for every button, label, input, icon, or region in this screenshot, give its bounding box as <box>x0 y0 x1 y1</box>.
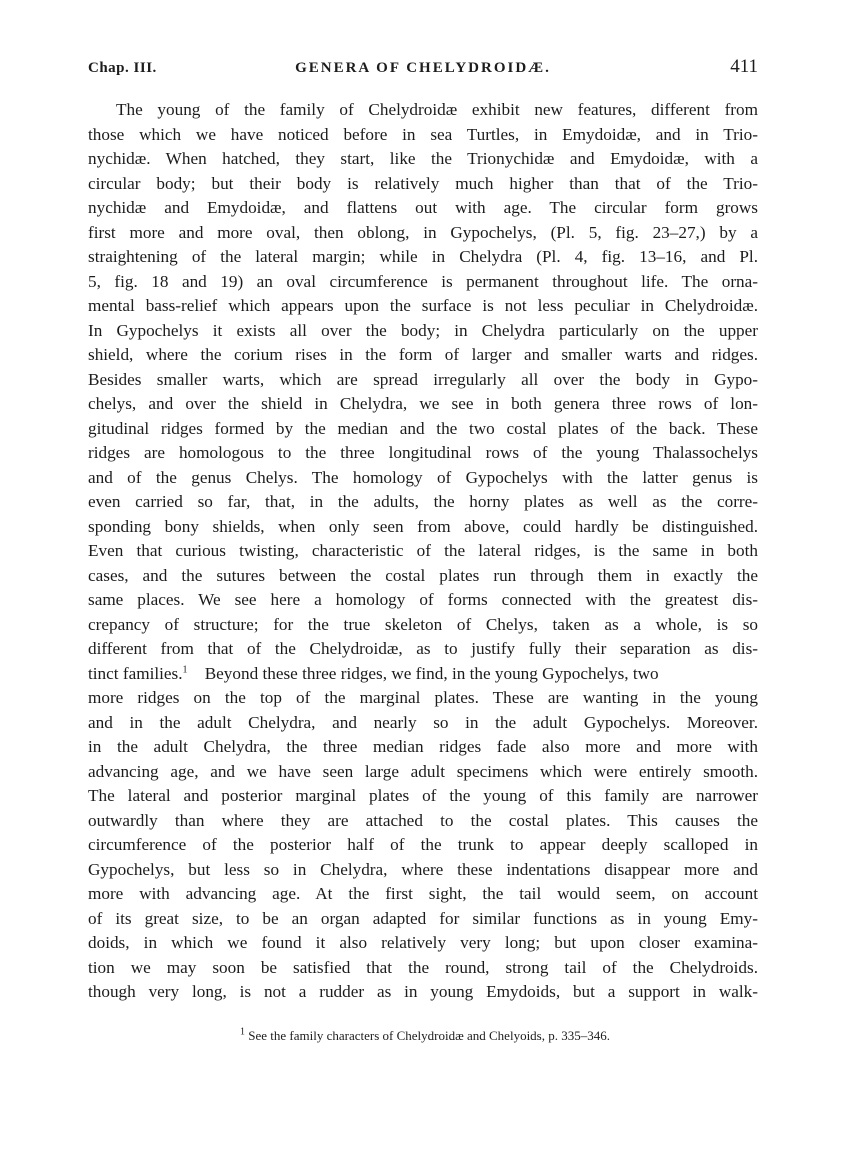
text-line: Besides smaller warts, which are spread irregularly all over the body in Gypo- <box>88 369 758 389</box>
text-line: Gypochelys, but less so in Chelydra, where these indentations disappear more and <box>88 859 758 879</box>
text-line: of its great size, to be an organ adapted for similar functions as in young Emy- <box>88 908 758 928</box>
text-line: circumference of the posterior half of the trunk to appear deeply scalloped in <box>88 835 758 854</box>
text-line: more with advancing age. At the first sight, the tail would seem, on account <box>88 884 758 903</box>
text-line: even carried so far, that, in the adults, the horny plates as well as the corre- <box>88 492 758 511</box>
text-line: and in the adult Chelydra, and nearly so in the adult Gypochelys. Moreover. <box>88 712 758 732</box>
text-line: advancing age, and we have seen large adult specimens which were entirely smooth. <box>88 761 758 781</box>
text-line: gitudinal ridges formed by the median and the two costal plates of the back. These <box>88 418 758 438</box>
text-line: The lateral and posterior marginal plates of the young of this family are narrower <box>88 786 758 805</box>
text-line: those which we have noticed before in sea Turtles, in Emydoidæ, and in Trio- <box>88 124 758 144</box>
footnote-reference: 1 <box>182 663 188 675</box>
text-line: mental bass-relief which appears upon the surface is not less peculiar in Chelydroidæ. <box>88 296 758 315</box>
text-line-with-footnote <box>88 662 758 687</box>
body-paragraph <box>88 98 758 1005</box>
running-title: GENERA OF CHELYDROIDÆ. <box>295 60 551 76</box>
text-line: outwardly than where they are attached to the costal plates. This causes the <box>88 810 758 830</box>
text-line: nychidæ. When hatched, they start, like the Trionychidæ and Emydoidæ, with a <box>88 149 758 168</box>
page-number: 411 <box>730 56 758 77</box>
text-line: nychidæ and Emydoidæ, and flattens out with age. The circular form grows <box>88 198 758 217</box>
text-line: doids, in which we found it also relatively very long; but upon closer examina- <box>88 933 758 952</box>
text-line: chelys, and over the shield in Chelydra, we see in both genera three rows of lon- <box>88 394 758 413</box>
text-line: different from that of the Chelydroidæ, as to justify fully their separation as dis- <box>88 639 758 658</box>
text-line: first more and more oval, then oblong, in Gypochelys, (Pl. 5, fig. 23–27,) by a <box>88 222 758 242</box>
text-line: ridges are homologous to the three longitudinal rows of the young Thalassochelys <box>88 443 758 462</box>
text-line: straightening of the lateral margin; while in Chelydra (Pl. 4, fig. 13–16, and Pl. <box>88 247 758 266</box>
text-segment: tinct families. <box>88 663 183 683</box>
text-line: sponding bony shields, when only seen from above, could hardly be distinguished. <box>88 516 758 536</box>
text-line: crepancy of structure; for the true skeleton of Chelys, taken as a whole, is so <box>88 614 758 634</box>
text-line: 5, fig. 18 and 19) an oval circumference is permanent throughout life. The orna- <box>88 271 758 291</box>
text-segment <box>188 664 205 683</box>
text-line: tion we may soon be satisfied that the round, strong tail of the Chelydroids. <box>88 957 758 977</box>
footnote-text: See the family characters of Chelydroidæ and Chelyoids, p. 335–346. <box>248 1028 610 1043</box>
text-line: in the adult Chelydra, the three median ridges fade also more and more with <box>88 737 758 756</box>
text-line: though very long, is not a rudder as in young Emydoids, but a support in walk- <box>88 982 758 1001</box>
running-header <box>88 58 758 84</box>
text-segment: Beyond these three ridges, we find, in the young Gypochelys, two <box>204 663 659 683</box>
text-line: In Gypochelys it exists all over the body; in Chelydra particularly on the upper <box>88 320 758 340</box>
chapter-label: Chap. III. <box>88 60 157 76</box>
text-line: shield, where the corium rises in the form of larger and smaller warts and ridges. <box>88 345 758 364</box>
footnote <box>0 1028 850 1044</box>
text-line: cases, and the sutures between the costal plates run through them in exactly the <box>88 565 758 585</box>
text-line: circular body; but their body is relatively much higher than that of the Trio- <box>88 173 758 193</box>
text-line: and of the genus Chelys. The homology of Gypochelys with the latter genus is <box>88 467 758 487</box>
text-line: more ridges on the top of the marginal plates. These are wanting in the young <box>88 688 758 707</box>
footnote-marker: 1 <box>239 1026 245 1038</box>
text-line: Even that curious twisting, characteristic of the lateral ridges, is the same in both <box>88 541 758 560</box>
text-line: The young of the family of Chelydroidæ exhibit new features, different from <box>116 100 758 119</box>
text-line: same places. We see here a homology of forms connected with the greatest dis- <box>88 590 758 609</box>
